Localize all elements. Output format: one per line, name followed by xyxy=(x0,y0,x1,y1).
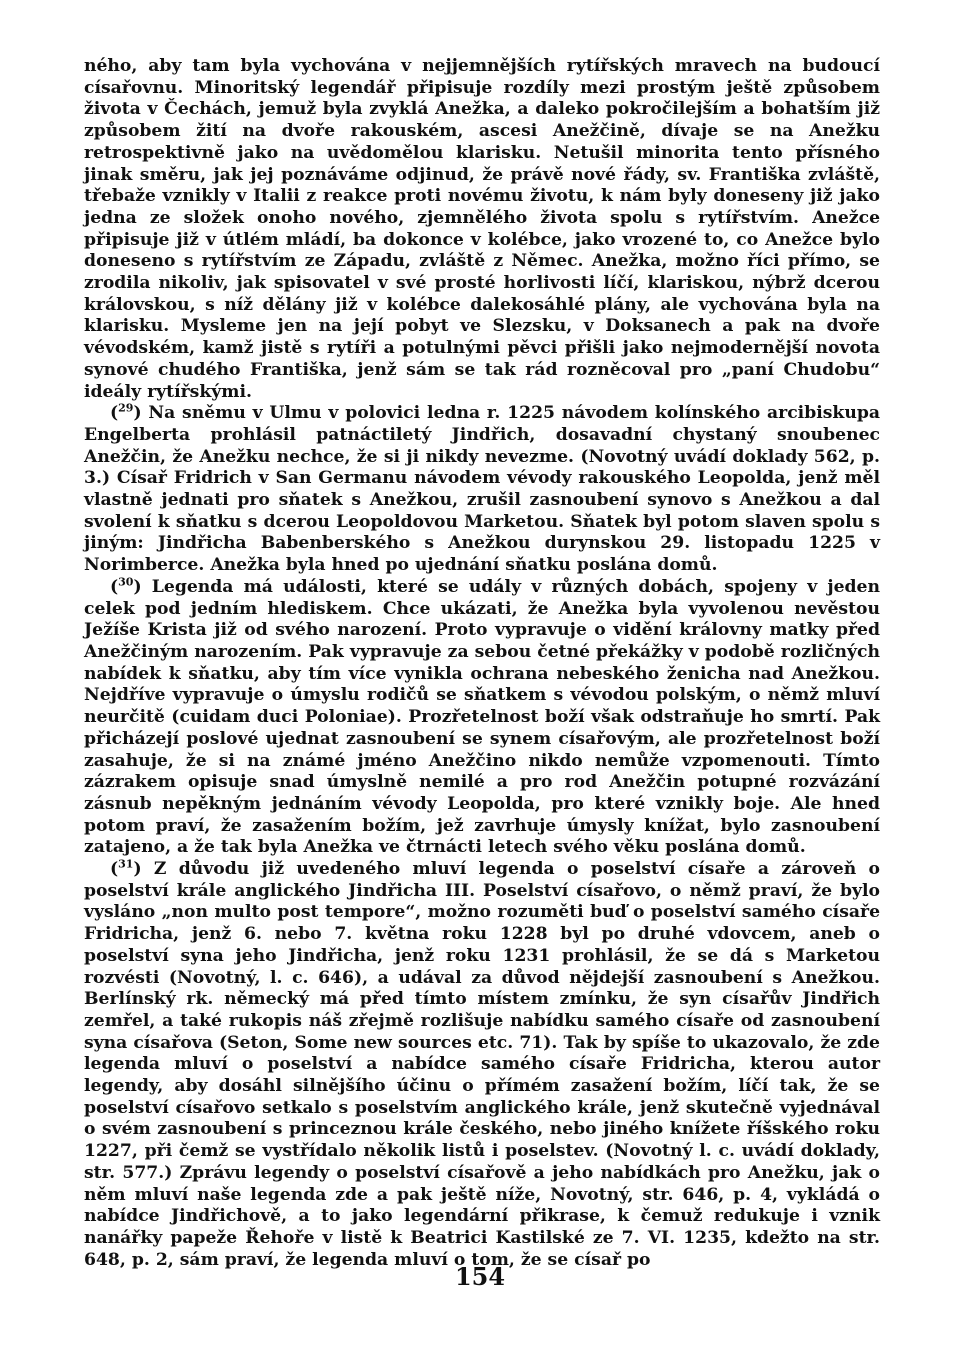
footnote-text: Z důvodu již uvedeného mluví legenda o poselství císaře a zároveň o poselství krále anglického Jindřicha III. Poselství císařovo, o němž praví, že bylo vysláno „non multo post tempore“, možno rozuměti buď o poselství samého císaře Fridricha, jenž 6. nebo 7. května roku 1228 byl po druhé vdovcem, aneb o poselství syna jeho Jindřicha, jenž roku 1231 prohlásil, že se dá s Marketou rozvésti (Novotný, l. c. 646), a udával za důvod nějdejší zasnoubení s Anežkou. Berlínský rk. německý má před tímto místem zmínku, že syn císařův Jindřich zemřel, a také rukopis náš zřejmě rozlišuje nabídku samého císaře od zasnoubení syna císařova (Seton, Some new sources etc. 71). Tak by spíše to ukazovalo, že zde legenda mluví o poselství a nabídce samého císaře Fridricha, kterou autor legendy, aby dosáhl silnějšího účinu o přímém zasažení božím, líčí tak, že se poselství císařovo setkalo s poselstvím anglického krále, jenž skutečně vyjednával o svém zasnoubení s princeznou krále českého, nebo jiného knížete říšského roku 1227, při čemž se vystřídalo několik listů i poselstev. (Novotný l. c. uvádí doklady, str. 577.) Zprávu legendy o poselství císařově a jeho nabídkách pro Anežku, jak o něm mluví naše legenda zde a pak ještě níže, Novotný, str. 646, p. 4, vykládá o nabídce Jindřichově, a to jako legendární přikrase, k čemuž redukuje i vznik nanářky papeže Řehoře v listě k Beatrici Kastilské ze 7. VI. 1235, kdežto na str. 648, p. 2, sám praví, že legenda mluví o tom, že se císař po xyxy=(84,859,880,1270)
footnote-text: Na sněmu v Ulmu v polovici ledna r. 1225 návodem kolínského arcibiskupa Engelberta prohlásil patnáctiletý Jindřich, dosavadní chystaný snoubenec Anežčin, že Anežku nechce, že si ji nikdy nevezme. (Novotný uvádí doklady 562, p. 3.) Císař Fridrich v San Germanu návodem vévody rakouského Leopolda, jenž měl vlastně jednati pro sňatek s Anežkou, zrušil zasnoubení synovo s Anežkou a dal svolení k sňatku s dcerou Leopoldovou Marketou. Sňatek byl potom slaven spolu s jiným: Jindřicha Babenberského s Anežkou durynskou 29. listopadu 1225 v Norimberce. Anežka byla hned po ujednání sňatku poslána domů. xyxy=(84,403,880,576)
page-text xyxy=(84,56,880,1271)
page-number: 154 xyxy=(454,1262,506,1291)
footnote-ref: 31 xyxy=(118,857,134,871)
intro-paragraph: ného, aby tam byla vychována v nejjemnějších rytířských mravech na budoucí císařovnu. Minoritský legendář připisuje rozdíly mezi prostým ještě způsobem života v Čechách, jemuž byla zvyklá Anežka, a daleko pokročilejším a bohatším již způsobem žití na dvoře rakouském, ascesi Anežčině, dívaje se na Anežku retrospektivně jako na uvědomělou klarisku. Netušil minorita tento přísného jinak směru, jak jej poznáváme odjinud, že právě nové řády, sv. Františka zvláště, třebaže vznikly v Italii z reakce proti novému životu, k nám byly doneseny již jako jedna ze složek onoho nového, zjemnělého života spolu s rytířstvím. Anežce připisuje již v útlém mládí, ba dokonce v kolébce, jako vrozené to, co Anežce bylo doneseno s rytířstvím ze Západu, zvláště z Němec. Anežka, možno říci přímo, se zrodila nikoliv, jak spisovatel v své prosté horlivosti líčí, klariskou, nýbrž dcerou královskou, s níž dělány již v kolébce dalekosáhlé plány, ale vychována byla na klarisku. Mysleme jen na její pobyt ve Slezsku, v Doksanech a pak na dvoře vévodském, kamž jistě s rytíři a potulnými pěvci přišli jako nejmodernější novota synové chudého Františka, jenž sám se tak rád rozněcoval pro „paní Chudobu“ ideály rytířskými. xyxy=(84,56,880,402)
footnote-ref: 30 xyxy=(118,575,134,589)
footnote-ref: 29 xyxy=(118,401,134,415)
footnote-text: Legenda má události, které se udály v různých dobách, spojeny v jeden celek pod jedním hlediskem. Chce ukázati, že Anežka byla vyvolenou nevěstou Ježíše Krista již od svého narození. Proto vypravuje o vidění královny matky před Anežčiným narozením. Pak vypravuje za sebou četné překážky v podobě rozličných nabídek k sňatku, aby tím více vynikla ochrana nebeského ženicha nad Anežkou. Nejdříve vypravuje o úmyslu rodičů se sňatkem s vévodou polským, o němž mluví neurčitě (cuidam duci Poloniae). Prozřetelnost boží však odstraňuje ho smrtí. Pak přicházejí poslové ujednat zasnoubení se synem císařovým, ale prozřetelnost boží zasahuje, že si na známé jméno Anežčino nikdo nemůže vzpomenouti. Tímto zázrakem opisuje snad úmyslně nemilé a pro rod Anežčin potupné rozvázání zásnub nepěkným jednáním vévody Leopolda, pro které vznikly boje. Ale hned potom praví, že zasažením božím, jež zavrhuje úmysly knížat, bylo zasnoubení zatajeno, a že tak byla Anežka ve čtrnácti letech svého věku poslána domů. xyxy=(84,576,880,858)
footnote-29: ($^{29}$) Na sněmu v Ulmu v polovici ledna r. 1225 návodem kolínského arcibiskupa Engelberta prohlásil patnáctiletý Jindřich, dosavadní chystaný snoubenec Anežčin, že Anežku nechce, že si ji nikdy nevezme. (Novotný uvádí doklady 562, p. 3.) Císař Fridrich v San Germanu návodem vévody rakouského Leopolda, jenž měl vlastně jednati pro sňatek s Anežkou, zrušil zasnoubení synovo s Anežkou a dal svolení k sňatku s dcerou Leopoldovou Marketou. Sňatek byl potom slaven spolu s jiným: Jindřicha Babenberského s Anežkou durynskou 29. listopadu 1225 v Norimberce. Anežka byla hned po ujednání sňatku poslána domů. xyxy=(84,401,880,576)
footnote-31: ($^{31}$) Z důvodu již uvedeného mluví legenda o poselství císaře a zároveň o poselství krále anglického Jindřicha III. Poselství císařovo, o němž praví, že bylo vysláno „non multo post tempore“, možno rozuměti buď o poselství samého císaře Fridricha, jenž 6. nebo 7. května roku 1228 byl po druhé vdovcem, aneb o poselství syna jeho Jindřicha, jenž roku 1231 prohlásil, že se dá s Marketou rozvésti (Novotný, l. c. 646), a udával za důvod nějdejší zasnoubení s Anežkou. Berlínský rk. německý má před tímto místem zmínku, že syn císařův Jindřich zemřel, a také rukopis náš zřejmě rozlišuje nabídku samého císaře od zasnoubení syna císařova (Seton, Some new sources etc. 71). Tak by spíše to ukazovalo, že zde legenda mluví o poselství a nabídce samého císaře Fridricha, kterou autor legendy, aby dosáhl silnějšího účinu o přímém zasažení božím, líčí tak, že se poselství císařovo setkalo s poselstvím anglického krále, jenž skutečně vyjednával o svém zasnoubení s princeznou krále českého, nebo jiného knížete říšského roku 1227, při čemž se vystřídalo několik listů i poselstev. (Novotný l. c. uvádí doklady, str. 577.) Zprávu legendy o poselství císařově a jeho nabídkách pro Anežku, jak o něm mluví naše legenda zde a pak ještě níže, Novotný, str. 646, p. 4, vykládá o nabídce Jindřichově, a to jako legendární přikrase, k čemuž redukuje i vznik nanářky papeže Řehoře v listě k Beatrici Kastilské ze 7. VI. 1235, kdežto na str. 648, p. 2, sám praví, že legenda mluví o tom, že se císař po xyxy=(84,857,880,1270)
footnote-30: ($^{30}$) Legenda má události, které se udály v různých dobách, spojeny v jeden celek pod jedním hlediskem. Chce ukázati, že Anežka byla vyvolenou nevěstou Ježíše Krista již od svého narození. Proto vypravuje o vidění královny matky před Anežčiným narozením. Pak vypravuje za sebou četné překážky v podobě rozličných nabídek k sňatku, aby tím více vynikla ochrana nebeského ženicha nad Anežkou. Nejdříve vypravuje o úmyslu rodičů se sňatkem s vévodou polským, o němž mluví neurčitě (cuidam duci Poloniae). Prozřetelnost boží však odstraňuje ho smrtí. Pak přicházejí poslové ujednat zasnoubení se synem císařovým, ale prozřetelnost boží zasahuje, že si na známé jméno Anežčino nikdo nemůže vzpomenouti. Tímto zázrakem opisuje snad úmyslně nemilé a pro rod Anežčin potupné rozvázání zásnub nepěkným jednáním vévody Leopolda, pro které vznikly boje. Ale hned potom praví, že zasažením božím, jež zavrhuje úmysly knížat, bylo zasnoubení zatajeno, a že tak byla Anežka ve čtrnácti letech svého věku poslána domů. xyxy=(84,575,880,858)
